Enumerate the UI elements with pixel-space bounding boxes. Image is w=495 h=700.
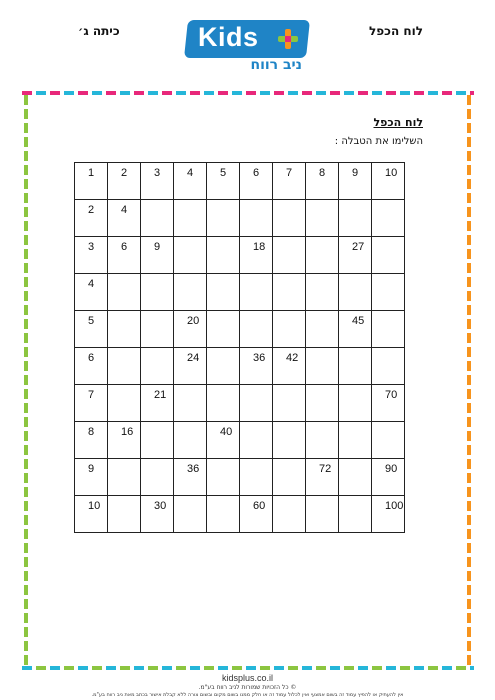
table-cell: 7 (273, 163, 306, 200)
empty-cell[interactable] (339, 348, 372, 385)
table-cell: 7 (75, 385, 108, 422)
empty-cell[interactable] (306, 496, 339, 533)
table-row (75, 163, 405, 200)
table-cell: 18 (240, 237, 273, 274)
table-cell: 72 (306, 459, 339, 496)
worksheet-instruction: השלימו את הטבלה : (334, 136, 423, 147)
dashed-border-top (22, 91, 474, 95)
empty-cell[interactable] (306, 348, 339, 385)
table-cell: 100 (372, 496, 405, 533)
table-cell: 6 (108, 237, 141, 274)
empty-cell[interactable] (240, 422, 273, 459)
table-cell: 9 (141, 237, 174, 274)
table-cell: 2 (75, 200, 108, 237)
table-cell: 9 (339, 163, 372, 200)
table-cell: 3 (75, 237, 108, 274)
table-row (75, 496, 405, 533)
table-cell: 3 (141, 163, 174, 200)
empty-cell[interactable] (240, 274, 273, 311)
table-cell: 90 (372, 459, 405, 496)
empty-cell[interactable] (339, 422, 372, 459)
table-cell: 8 (306, 163, 339, 200)
empty-cell[interactable] (339, 200, 372, 237)
kids-plus-logo (186, 20, 308, 76)
empty-cell[interactable] (273, 200, 306, 237)
dashed-border-right (467, 95, 471, 666)
empty-cell[interactable] (339, 385, 372, 422)
empty-cell[interactable] (372, 422, 405, 459)
empty-cell[interactable] (339, 274, 372, 311)
empty-cell[interactable] (108, 385, 141, 422)
table-row (75, 237, 405, 274)
table-cell: 40 (207, 422, 240, 459)
table-cell: 60 (240, 496, 273, 533)
table-cell: 21 (141, 385, 174, 422)
logo-subtitle: ניב רווח (250, 57, 302, 73)
empty-cell[interactable] (273, 274, 306, 311)
empty-cell[interactable] (207, 348, 240, 385)
empty-cell[interactable] (339, 496, 372, 533)
empty-cell[interactable] (306, 422, 339, 459)
empty-cell[interactable] (108, 496, 141, 533)
empty-cell[interactable] (141, 200, 174, 237)
empty-cell[interactable] (273, 459, 306, 496)
table-cell: 5 (75, 311, 108, 348)
table-row (75, 200, 405, 237)
table-cell: 36 (240, 348, 273, 385)
table-cell: 30 (141, 496, 174, 533)
empty-cell[interactable] (240, 459, 273, 496)
empty-cell[interactable] (306, 274, 339, 311)
table-cell: 70 (372, 385, 405, 422)
empty-cell[interactable] (207, 200, 240, 237)
empty-cell[interactable] (108, 348, 141, 385)
empty-cell[interactable] (207, 496, 240, 533)
empty-cell[interactable] (174, 200, 207, 237)
table-cell: 2 (108, 163, 141, 200)
table-row (75, 422, 405, 459)
empty-cell[interactable] (174, 237, 207, 274)
empty-cell[interactable] (273, 422, 306, 459)
worksheet-title: לוח הכפל (373, 116, 423, 129)
table-cell: 16 (108, 422, 141, 459)
table-cell: 10 (372, 163, 405, 200)
empty-cell[interactable] (174, 385, 207, 422)
table-cell: 6 (240, 163, 273, 200)
empty-cell[interactable] (240, 385, 273, 422)
table-row (75, 348, 405, 385)
empty-cell[interactable] (273, 385, 306, 422)
table-cell: 20 (174, 311, 207, 348)
empty-cell[interactable] (174, 496, 207, 533)
empty-cell[interactable] (306, 237, 339, 274)
empty-cell[interactable] (207, 385, 240, 422)
header-subject: לוח הכפל (369, 24, 423, 38)
table-cell: 4 (108, 200, 141, 237)
empty-cell[interactable] (174, 274, 207, 311)
empty-cell[interactable] (306, 385, 339, 422)
empty-cell[interactable] (141, 422, 174, 459)
table-cell: 9 (75, 459, 108, 496)
empty-cell[interactable] (339, 459, 372, 496)
header-grade: כיתה ג׳ (78, 24, 120, 38)
dashed-border-left (24, 95, 28, 666)
table-cell: 27 (339, 237, 372, 274)
empty-cell[interactable] (273, 311, 306, 348)
table-cell: 36 (174, 459, 207, 496)
empty-cell[interactable] (207, 459, 240, 496)
table-cell: 24 (174, 348, 207, 385)
table-cell: 4 (174, 163, 207, 200)
table-cell: 6 (75, 348, 108, 385)
table-cell: 8 (75, 422, 108, 459)
empty-cell[interactable] (273, 237, 306, 274)
empty-cell[interactable] (207, 274, 240, 311)
multiplication-table (74, 162, 405, 533)
table-cell: 42 (273, 348, 306, 385)
footer-copyright: © כל הזכויות שמורות לניב רווח בע"מ. (198, 684, 297, 691)
footer-legal: אין להעתיק או להפיץ עמוד זה בשום אמצעי ואין לכלול עמוד זה או חלק ממנו בשום מקום ובשום צורה ללא קבלת אישור בכתב מאת ניב רווח בע"מ. (91, 692, 404, 698)
logo-word: Kids (198, 22, 259, 52)
empty-cell[interactable] (141, 348, 174, 385)
empty-cell[interactable] (372, 200, 405, 237)
empty-cell[interactable] (372, 237, 405, 274)
table-cell: 1 (75, 163, 108, 200)
empty-cell[interactable] (273, 496, 306, 533)
table-cell: 4 (75, 274, 108, 311)
empty-cell[interactable] (306, 311, 339, 348)
plus-icon (278, 29, 298, 49)
empty-cell[interactable] (240, 311, 273, 348)
table-row (75, 274, 405, 311)
table-row (75, 311, 405, 348)
empty-cell[interactable] (372, 348, 405, 385)
empty-cell[interactable] (141, 459, 174, 496)
empty-cell[interactable] (207, 311, 240, 348)
empty-cell[interactable] (108, 311, 141, 348)
empty-cell[interactable] (141, 311, 174, 348)
empty-cell[interactable] (372, 311, 405, 348)
table-row (75, 459, 405, 496)
empty-cell[interactable] (372, 274, 405, 311)
empty-cell[interactable] (108, 274, 141, 311)
table-cell: 45 (339, 311, 372, 348)
empty-cell[interactable] (240, 200, 273, 237)
empty-cell[interactable] (306, 200, 339, 237)
empty-cell[interactable] (108, 459, 141, 496)
table-row (75, 385, 405, 422)
table-cell: 5 (207, 163, 240, 200)
empty-cell[interactable] (207, 237, 240, 274)
empty-cell[interactable] (141, 274, 174, 311)
footer-site: kidsplus.co.il (221, 673, 274, 683)
table-cell: 10 (75, 496, 108, 533)
dashed-border-bottom (22, 666, 474, 670)
empty-cell[interactable] (174, 422, 207, 459)
